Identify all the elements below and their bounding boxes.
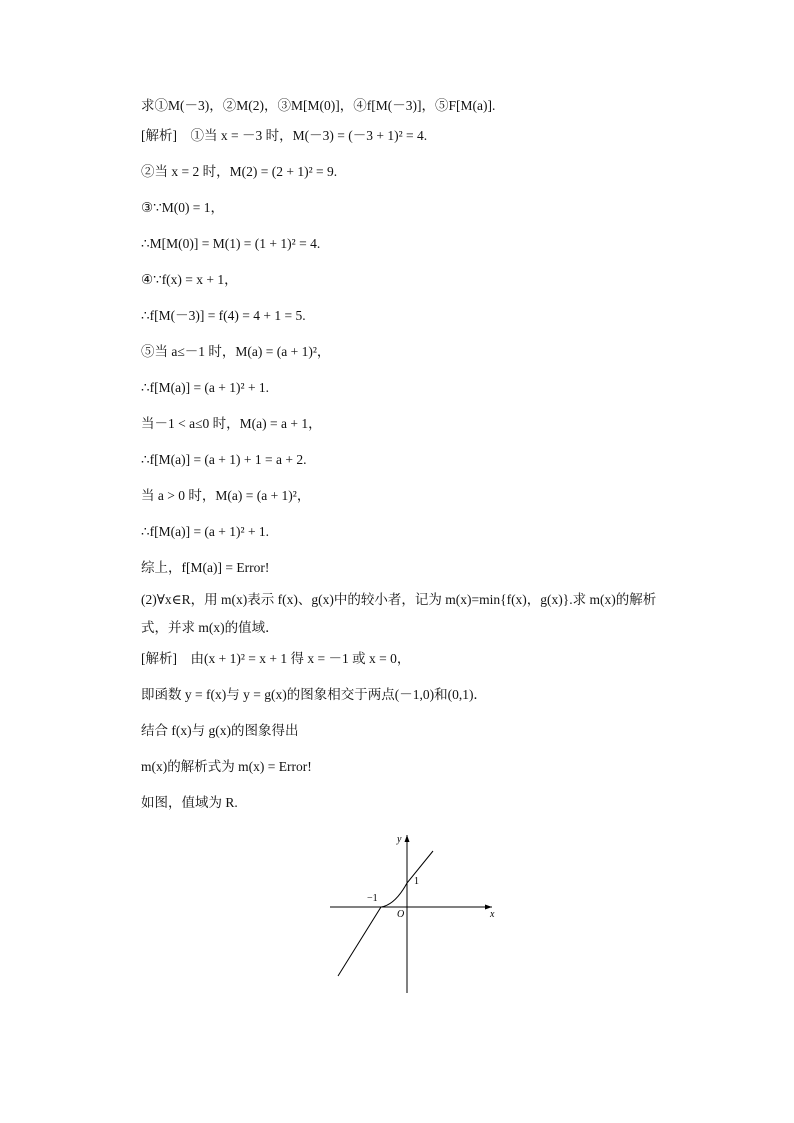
problem-2-line-2: 式，并求 m(x)的值域．	[141, 620, 279, 635]
solution-2-line-3: 结合 f(x)与 g(x)的图象得出	[141, 723, 299, 738]
solution-2-line-1: [解析] 由(x + 1)² = x + 1 得 x = －1 或 x = 0，	[141, 651, 411, 666]
solution-line-5: ④∵f(x) = x + 1，	[141, 272, 238, 287]
tick-y-label: 1	[414, 876, 419, 887]
summary-line: 综上，f[M(a)] = Error!	[141, 560, 270, 575]
solution-line-10: ∴f[M(a)] = (a + 1) + 1 = a + 2.	[141, 452, 307, 467]
solution-line-2: ②当 x = 2 时，M(2) = (2 + 1)² = 9.	[141, 164, 338, 179]
solution-line-12: ∴f[M(a)] = (a + 1)² + 1.	[141, 524, 270, 539]
solution-2-line-5: 如图，值域为 R.	[141, 795, 238, 810]
solution-line-6: ∴f[M(－3)] = f(4) = 4 + 1 = 5.	[141, 308, 306, 323]
solution-line-4: ∴M[M(0)] = M(1) = (1 + 1)² = 4.	[141, 236, 321, 251]
solution-2-line-4: m(x)的解析式为 m(x) = Error!	[141, 759, 312, 774]
problem-statement-line: 求①M(－3)，②M(2)，③M[M(0)]，④f[M(－3)]，⑤F[M(a)].	[141, 98, 496, 113]
solution-line-7: ⑤当 a≤－1 时，M(a) = (a + 1)²，	[141, 344, 331, 359]
solution-line-1: [解析] ①当 x = －3 时，M(－3) = (－3 + 1)² = 4.	[141, 128, 428, 143]
origin-label: O	[397, 909, 405, 920]
solution-line-11: 当 a > 0 时，M(a) = (a + 1)²，	[141, 488, 311, 503]
tick-x-label: −1	[367, 893, 378, 904]
solution-line-3: ③∵M(0) = 1，	[141, 200, 225, 215]
solution-2-line-2: 即函数 y = f(x)与 y = g(x)的图象相交于两点(－1,0)和(0,1)．	[141, 687, 487, 702]
solution-line-9: 当－1 < a≤0 时，M(a) = a + 1，	[141, 416, 322, 431]
solution-line-8: ∴f[M(a)] = (a + 1)² + 1.	[141, 380, 270, 395]
x-axis-label: x	[490, 909, 495, 920]
x-axis-arrow-icon	[485, 905, 492, 910]
problem-2-line-1: (2)∀x∈R，用 m(x)表示 f(x)、g(x)中的较小者，记为 m(x)=min{f(x)，g(x)}.求 m(x)的解析	[141, 592, 657, 607]
y-axis-label: y	[397, 834, 402, 845]
graph-curve	[338, 851, 433, 976]
y-axis-arrow-icon	[405, 835, 410, 842]
